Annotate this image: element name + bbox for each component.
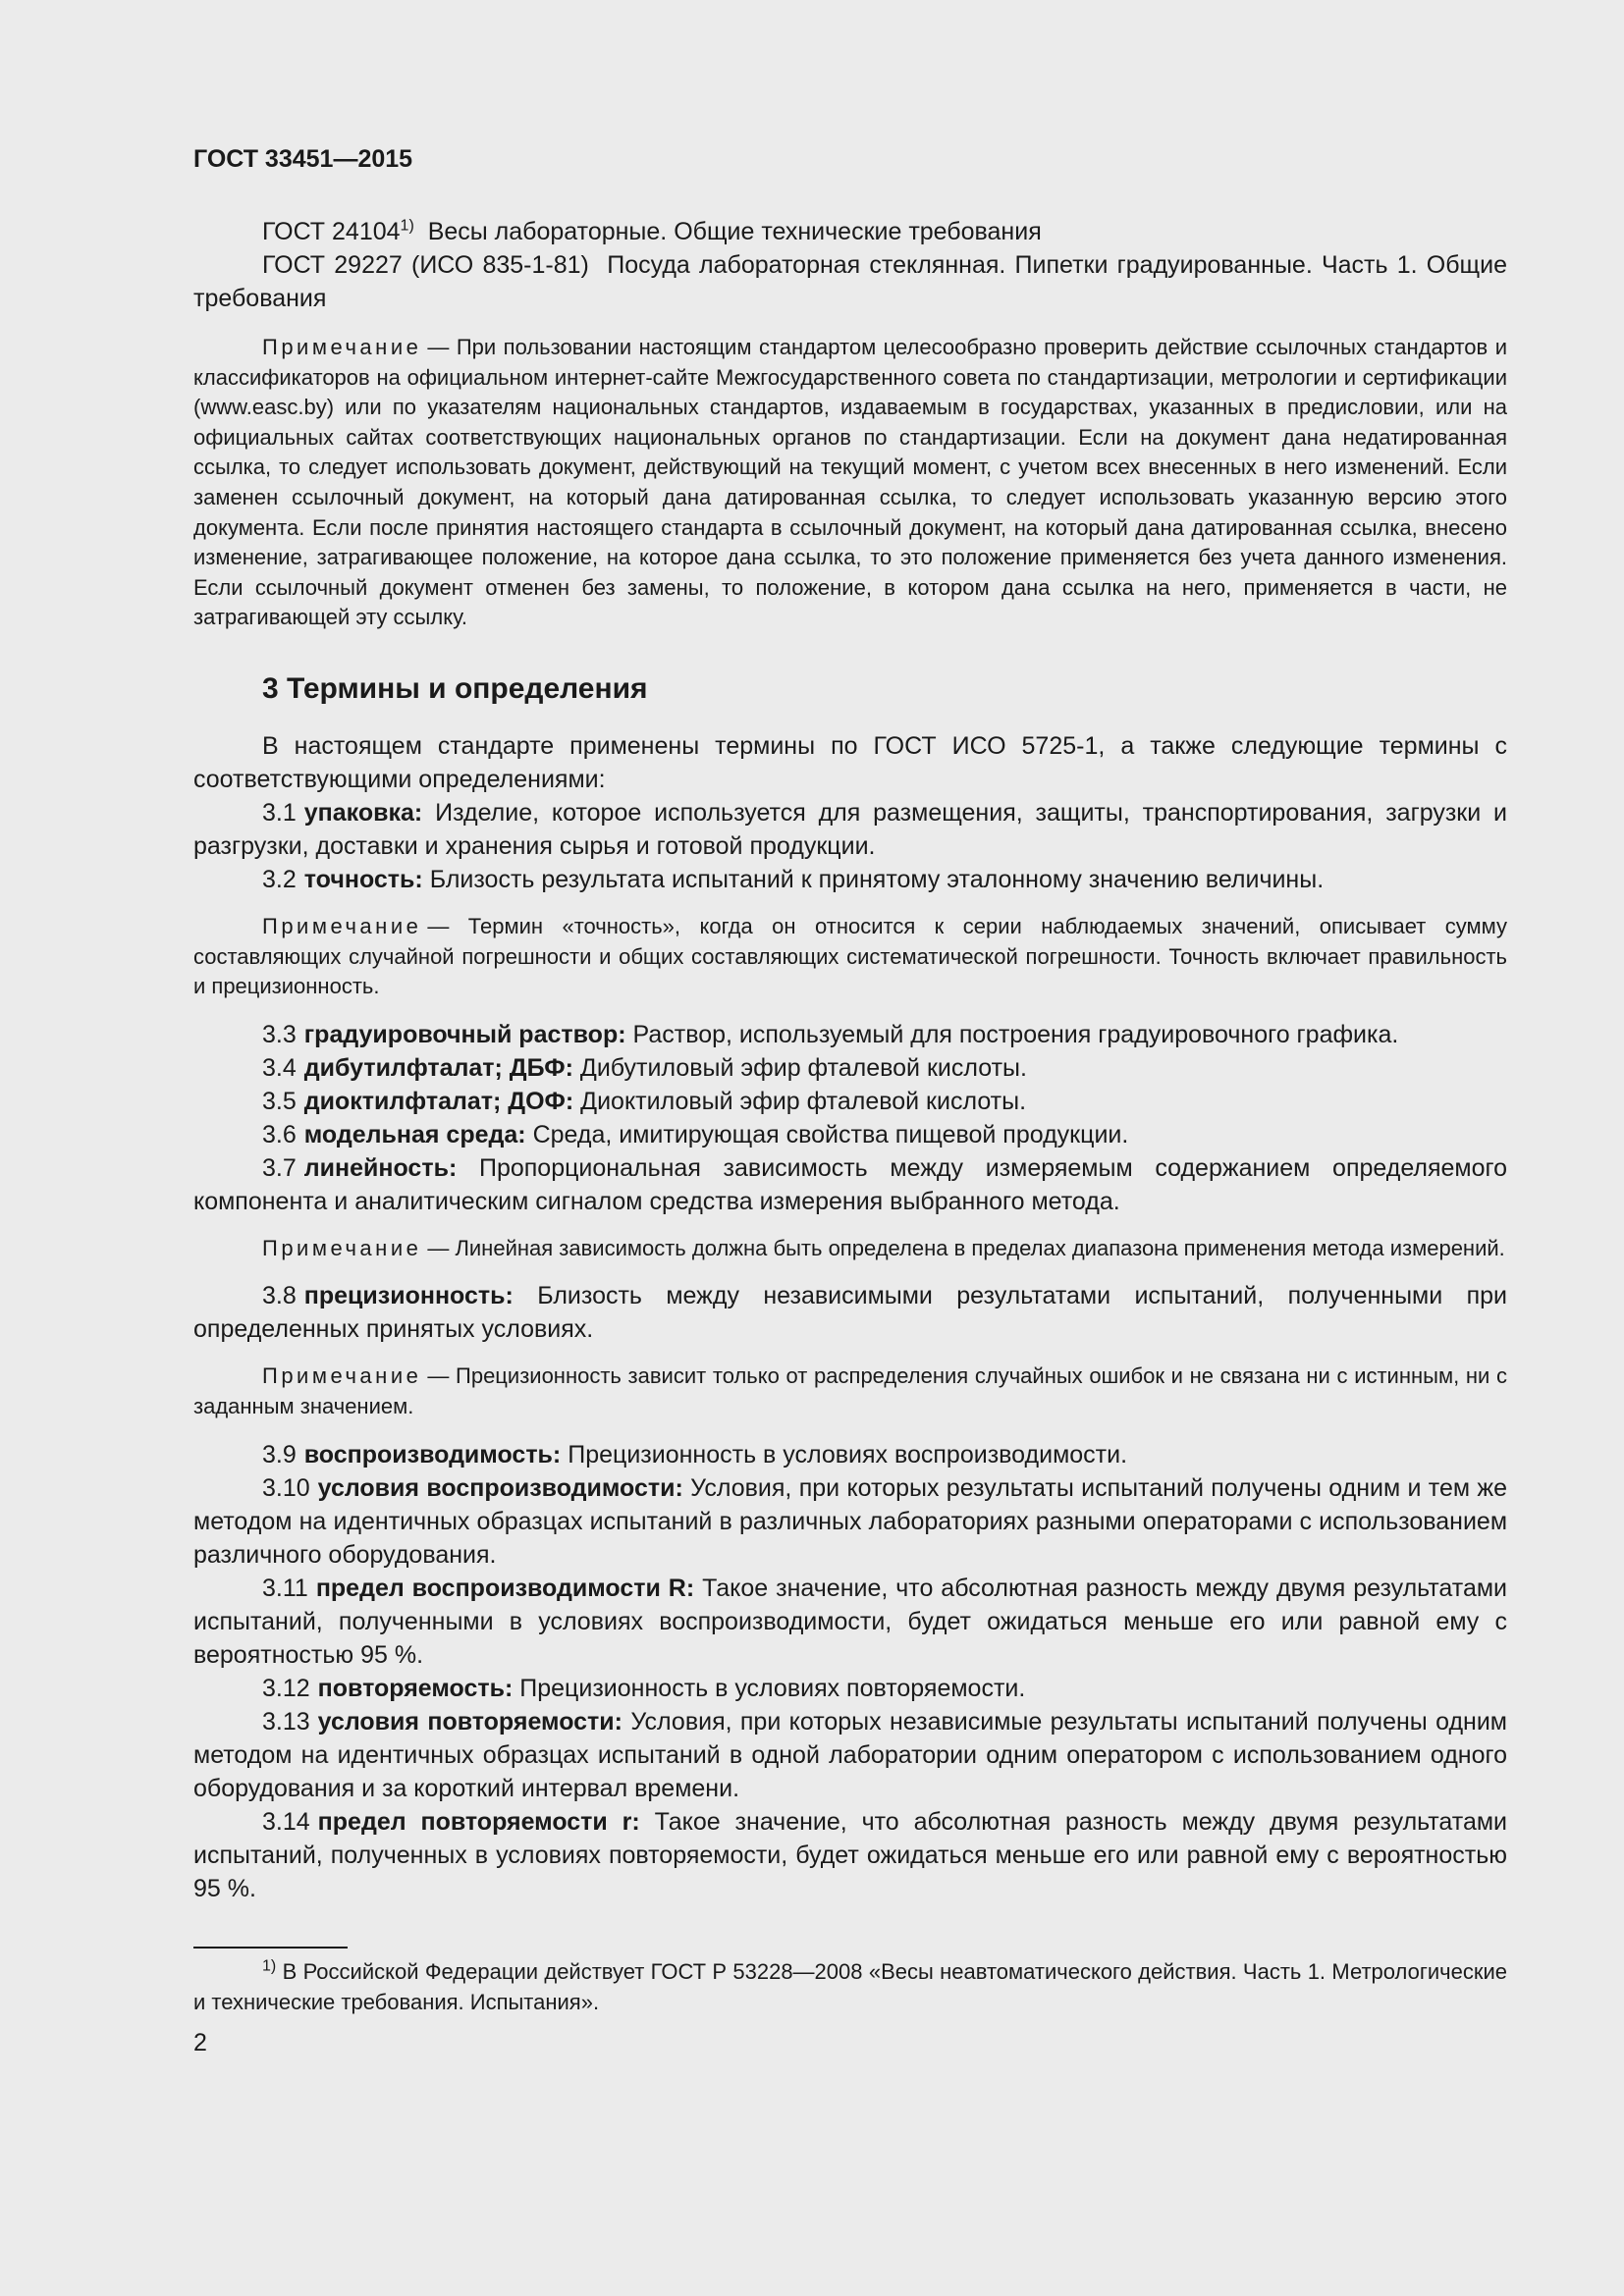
note-accuracy (193, 912, 1507, 1002)
term-name: прецизионность: (303, 1282, 514, 1310)
term-definition: Условия, при которых независимые результаты испытаний получены одним методом на идентичных образцах испытаний в одной лаборатории одним оператором с использованием одного оборудования и за короткий интервал времени. (193, 1707, 1507, 1802)
term-name: линейность: (303, 1153, 458, 1182)
page-number: 2 (193, 2028, 207, 2056)
section-intro: В настоящем стандарте применены термины по ГОСТ ИСО 5725-1, а также следующие термины с соответствующими определениями: (193, 731, 1507, 793)
term-definition: Близость результата испытаний к принятому эталонному значению величины. (429, 865, 1325, 893)
term-entry: 3.7 линейность: Пропорциональная зависимость между измеряемым содержанием определяемого компонента и аналитическим сигналом средства измерения выбранного метода. (193, 1153, 1507, 1215)
term-definition: Прецизионность в условиях повторяемости. (519, 1674, 1026, 1702)
term-entry: 3.11 предел воспроизводимости R: Такое значение, что абсолютная разность между двумя результатами испытаний, полученными в условиях воспроизводимости, будет ожидаться меньше его или равной ему с вероятностью 95 %. (193, 1574, 1507, 1669)
term-name: точность: (303, 865, 423, 893)
term-entry: 3.9 воспроизводимость: Прецизионность в условиях воспроизводимости. (262, 1440, 1128, 1468)
term-entry: 3.1 упаковка: Изделие, которое используется для размещения, защиты, транспортирования, загрузки и разгрузки, доставки и хранения сырья и готовой продукции. (193, 798, 1508, 860)
term-definition: Среда, имитирующая свойства пищевой продукции. (532, 1120, 1129, 1148)
note-label: Примечание (262, 1363, 422, 1389)
term-name: предел повторяемости r: (317, 1807, 640, 1836)
term-name: упаковка: (303, 798, 423, 827)
term-entry: 3.8 прецизионность: Близость между независимыми результатами испытаний, полученными при определенных принятых условиях. (193, 1282, 1507, 1344)
term-definition: Дибутиловый эфир фталевой кислоты. (579, 1053, 1027, 1082)
term-definition: Диоктиловый эфир фталевой кислоты. (580, 1087, 1027, 1115)
term-definition: Такое значение, что абсолютная разность между двумя результатами испытаний, полученными в условиях воспроизводимости, будет ожидаться меньше его или равной ему с вероятностью 95 %. (193, 1574, 1507, 1669)
term-definition: Раствор, используемый для построения градуировочного графика. (632, 1020, 1399, 1048)
normative-reference (193, 215, 1507, 248)
reference-code: ГОСТ 24104 (262, 218, 401, 245)
note-text: — Линейная зависимость должна быть определена в пределах диапазона применения метода измерений. (427, 1235, 1505, 1260)
term-entry: 3.5 диоктилфталат; ДОФ: Диоктиловый эфир фталевой кислоты. (262, 1087, 1027, 1115)
reference-title: Весы лабораторные. Общие технические требования (427, 218, 1042, 245)
term-entry: 3.14 предел повторяемости r: Такое значение, что абсолютная разность между двумя результатами испытаний, полученных в условиях повторяемости, будет ожидаться меньше его или равной ему с вероятностью 95 %. (193, 1807, 1507, 1902)
term-name: градуировочный раствор: (303, 1020, 626, 1048)
term-definition: Пропорциональная зависимость между измеряемым содержанием определяемого компонента и аналитическим сигналом средства измерения выбранного метода. (193, 1153, 1507, 1215)
reference-code: ГОСТ 29227 (ИСО 835-1-81) (262, 251, 589, 279)
term-entry: 3.4 дибутилфталат; ДБФ: Дибутиловый эфир фталевой кислоты. (262, 1053, 1027, 1082)
term-name: дибутилфталат; ДБФ: (303, 1053, 573, 1082)
footnote-divider (193, 1947, 348, 1949)
note-label: Примечание (262, 335, 422, 359)
document-code: ГОСТ 33451—2015 (193, 145, 413, 173)
note-label: Примечание (262, 913, 422, 938)
section-title: 3 Термины и определения (262, 671, 648, 705)
term-definition: Такое значение, что абсолютная разность между двумя результатами испытаний, полученных в условиях повторяемости, будет ожидаться меньше его или равной ему с вероятностью 95 %. (193, 1807, 1507, 1902)
term-name: условия воспроизводимости: (317, 1473, 683, 1502)
note-precision (193, 1362, 1507, 1421)
term-name: воспроизводимость: (303, 1440, 562, 1468)
footnote (193, 1956, 1507, 2017)
footnote-text: В Российской Федерации действует ГОСТ Р 53228—2008 «Весы неавтоматического действия. Часть 1. Метрологические и технические требования. Испытания». (193, 1958, 1507, 2014)
page-content (193, 145, 1507, 2057)
note-references (193, 333, 1507, 633)
term-entry: 3.3 градуировочный раствор: Раствор, используемый для построения градуировочного графика. (262, 1020, 1399, 1048)
term-definition: Близость между независимыми результатами испытаний, полученными при определенных принятых условиях. (193, 1282, 1507, 1344)
term-entry: 3.2 точность: Близость результата испытаний к принятому эталонному значению величины. (262, 865, 1325, 893)
term-name: предел воспроизводимости R: (315, 1574, 695, 1602)
term-name: модельная среда: (303, 1120, 526, 1148)
note-text: — При пользовании настоящим стандартом целесообразно проверить действие ссылочных стандартов и классификаторов на официальном интернет-сайте Межгосударственного совета по стандартизации, метрологии и сертификации (www.easc.by) или по указателям национальных стандартов, издаваемым в государствах, указанных в предисловии, или на официальных сайтах соответствующих национальных органов по стандартизации. Если на документ дана недатированная ссылка, то следует использовать документ, действующий на текущий момент, с учетом всех внесенных в него изменений. Если заменен ссылочный документ, на который дана датированная ссылка, то следует использовать указанную версию этого документа. Если после принятия настоящего стандарта в ссылочный документ, на который дана датированная ссылка, внесено изменение, затрагивающее положение, на которое дана ссылка, то это положение применяется без учета данного изменения. Если ссылочный документ отменен без замены, то положение, в котором дана ссылка на него, применяется в части, не затрагивающей эту ссылку. (193, 335, 1507, 630)
note-text: — Прецизионность зависит только от распределения случайных ошибок и не связана ни с истинным, ни с заданным значением. (193, 1363, 1507, 1418)
term-definition: Условия, при которых результаты испытаний получены одним и тем же методом на идентичных образцах испытаний в различных лабораториях разными операторами с использованием различного оборудования. (193, 1473, 1508, 1569)
term-name: условия повторяемости: (317, 1707, 623, 1735)
note-linearity (193, 1234, 1507, 1264)
footnote-marker: 1) (262, 1957, 277, 1975)
term-entry: 3.10 условия воспроизводимости: Условия, при которых результаты испытаний получены одним и тем же методом на идентичных образцах испытаний в различных лабораториях разными операторами с использованием различного оборудования. (193, 1473, 1508, 1569)
term-name: повторяемость: (317, 1674, 514, 1702)
normative-reference (193, 248, 1507, 315)
term-definition: Изделие, которое используется для размещения, защиты, транспортирования, загрузки и разгрузки, доставки и хранения сырья и готовой продукции. (193, 798, 1508, 860)
term-definition: Прецизионность в условиях воспроизводимости. (568, 1440, 1128, 1468)
reference-title: Посуда лабораторная стеклянная. Пипетки градуированные. Часть 1. Общие требования (193, 251, 1507, 312)
term-entry: 3.13 условия повторяемости: Условия, при которых независимые результаты испытаний получены одним методом на идентичных образцах испытаний в одной лаборатории одним оператором с использованием одного оборудования и за короткий интервал времени. (193, 1707, 1507, 1802)
note-text: — Термин «точность», когда он относится к серии наблюдаемых значений, описывает сумму составляющих случайной погрешности и общих составляющих систематической погрешности. Точность включает правильность и прецизионность. (193, 913, 1507, 999)
footnote-marker: 1) (400, 217, 414, 235)
note-label: Примечание (262, 1235, 422, 1260)
term-entry: 3.6 модельная среда: Среда, имитирующая свойства пищевой продукции. (262, 1120, 1129, 1148)
term-name: диоктилфталат; ДОФ: (303, 1087, 574, 1115)
term-entry: 3.12 повторяемость: Прецизионность в условиях повторяемости. (262, 1674, 1026, 1702)
